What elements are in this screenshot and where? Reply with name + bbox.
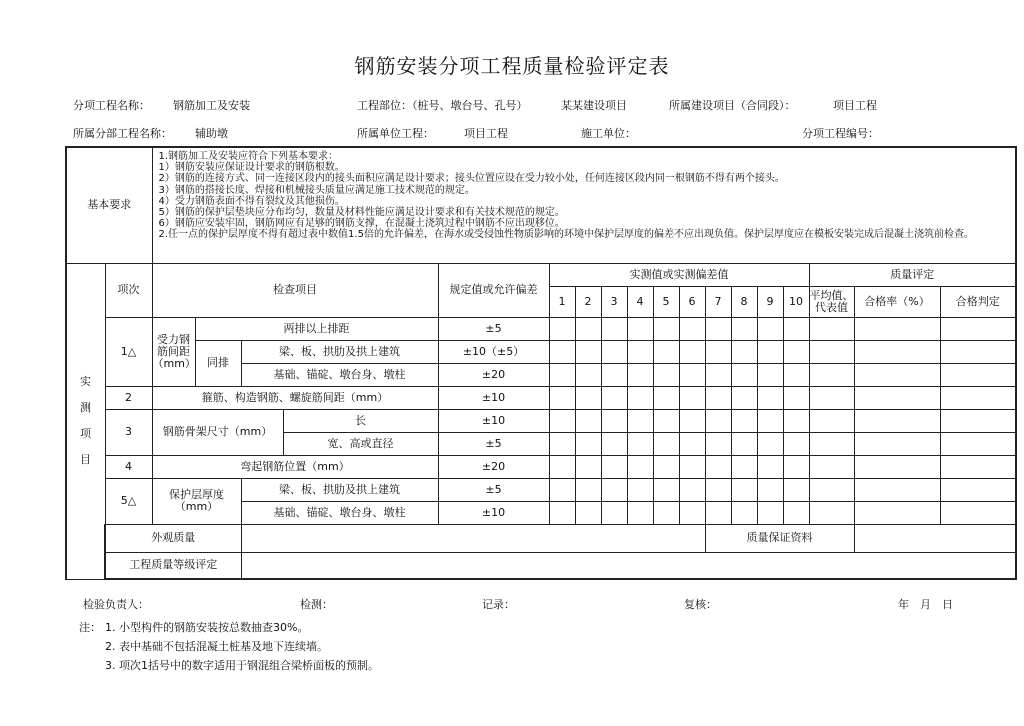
item-5-group: 保护层厚度（mm） <box>152 478 241 524</box>
col-4-header: 4 <box>627 286 653 317</box>
contract-label: 所属建设项目（合同段）： <box>669 99 796 112</box>
item-1a-name: 两排以上排距 <box>195 317 438 340</box>
appearance-label: 外观质量 <box>105 524 241 552</box>
unit-value: 项目工程 <box>464 127 508 140</box>
quality-eval-header: 质量评定 <box>809 263 1016 286</box>
item-5b-spec: ±10 <box>438 501 549 524</box>
item-2-name: 箍筋、构造钢筋、螺旋筋间距（mm） <box>152 386 438 409</box>
reviewer-label: 复核： <box>684 598 717 611</box>
tester-label: 检测： <box>300 598 333 611</box>
item-4-no: 4 <box>105 455 152 478</box>
item-2-no: 2 <box>105 386 152 409</box>
subproject-value: 钢筋加工及安装 <box>173 99 250 112</box>
note-3: 3. 项次1括号中的数字适用于钢混组合梁桥面板的预制。 <box>105 659 379 672</box>
item-3a-spec: ±10 <box>438 409 549 432</box>
quality-docs-label: 质量保证资料 <box>705 524 854 552</box>
inspector-label: 检验负责人： <box>83 598 149 611</box>
measured-items-label: 实 测 项 目 <box>66 263 105 579</box>
item-1c-name: 基础、锚碇、墩台身、墩柱 <box>241 363 438 386</box>
basic-requirements-text: 1.钢筋加工及安装应符合下列基本要求： 1）钢筋安装应保证设计要求的钢筋根数。 2）钢筋的连接方式、同一连接区段内的接头面积应满足设计要求；接头位置应设在受力较小处，任何连接区段内同一根钢筋不得有两个接头。 3）钢筋的搭接长度、焊接和机械接头质量应满足施工技术规范的规定。 4）受力钢筋表面不得有裂纹及其他损伤。 5）钢筋的保护层垫块应分布均匀，数量及材料性能应满足设计要求和有关技术规范的规定。 6）钢筋应安装牢固，钢筋网应有足够的钢筋支撑，在混凝土浇筑过程中钢筋不应出现移位。 2.任一点的保护层厚度不得有超过表中数值1.5倍的允许偏差，在海水或受侵蚀性物质影响的环境中保护层厚度的偏差不应出现负值。保护层厚度应在模板安装完成后混凝土浇筑前检查。 <box>152 147 1016 263</box>
division-value: 辅助墩 <box>195 127 228 140</box>
part-label: 工程部位：（桩号、墩台号、孔号） <box>357 99 528 112</box>
constructor-label: 施工单位： <box>581 127 636 140</box>
note-2: 2. 表中基础不包括混凝土桩基及地下连续墙。 <box>105 640 328 653</box>
col-7-header: 7 <box>705 286 731 317</box>
contract-value: 项目工程 <box>833 99 877 112</box>
item-5b-name: 基础、锚碇、墩台身、墩柱 <box>241 501 438 524</box>
grade-label: 工程质量等级评定 <box>105 552 241 579</box>
average-header: 平均值、代表值 <box>809 286 854 317</box>
item-1b-name: 梁、板、拱肋及拱上建筑 <box>241 340 438 363</box>
unit-label: 所属单位工程： <box>357 127 434 140</box>
item-2-spec: ±10 <box>438 386 549 409</box>
item-1a-spec: ±5 <box>438 317 549 340</box>
appearance-value <box>241 524 705 552</box>
recorder-label: 记录： <box>482 598 515 611</box>
col-5-header: 5 <box>653 286 679 317</box>
item-1-same-row: 同排 <box>195 340 241 386</box>
item-3b-spec: ±5 <box>438 432 549 455</box>
item-3-no: 3 <box>105 409 152 455</box>
notes-prefix: 注： <box>79 621 101 634</box>
pass-rate-header: 合格率（%） <box>854 286 940 317</box>
measured-values-header: 实测值或实测偏差值 <box>549 263 809 286</box>
page-title: 钢筋安装分项工程质量检验评定表 <box>354 54 670 78</box>
col-1-header: 1 <box>549 286 575 317</box>
number-label: 分项工程编号： <box>802 127 879 140</box>
col-2-header: 2 <box>575 286 601 317</box>
col-6-header: 6 <box>679 286 705 317</box>
subproject-label: 分项工程名称： <box>73 99 150 112</box>
col-10-header: 10 <box>783 286 809 317</box>
grade-value <box>241 552 1016 579</box>
item-1-group: 受力钢筋间距（mm） <box>152 317 195 386</box>
quality-docs-value <box>854 524 1016 552</box>
col-8-header: 8 <box>731 286 757 317</box>
basic-requirements-label: 基本要求 <box>66 147 152 263</box>
item-4-spec: ±20 <box>438 455 549 478</box>
date-label: 年 月 日 <box>898 598 953 611</box>
item-3b-name: 宽、高或直径 <box>283 432 438 455</box>
division-label: 所属分部工程名称： <box>73 127 172 140</box>
item-1b-spec: ±10（±5） <box>438 340 549 363</box>
item-4-name: 弯起钢筋位置（mm） <box>152 455 438 478</box>
item-3-group: 钢筋骨架尺寸（mm） <box>152 409 283 455</box>
item-5a-spec: ±5 <box>438 478 549 501</box>
inspection-table <box>65 146 1017 580</box>
col-3-header: 3 <box>601 286 627 317</box>
check-item-header: 检查项目 <box>152 263 438 317</box>
spec-header: 规定值或允许偏差 <box>438 263 549 317</box>
item-5a-name: 梁、板、拱肋及拱上建筑 <box>241 478 438 501</box>
item-5-no: 5△ <box>105 478 152 524</box>
judge-header: 合格判定 <box>940 286 1016 317</box>
item-no-header: 项次 <box>105 263 152 317</box>
note-1: 1. 小型构件的钢筋安装按总数抽查30%。 <box>105 621 309 634</box>
col-9-header: 9 <box>757 286 783 317</box>
item-1c-spec: ±20 <box>438 363 549 386</box>
part-value: 某某建设项目 <box>561 99 627 112</box>
item-3a-name: 长 <box>283 409 438 432</box>
item-1-no: 1△ <box>105 317 152 386</box>
